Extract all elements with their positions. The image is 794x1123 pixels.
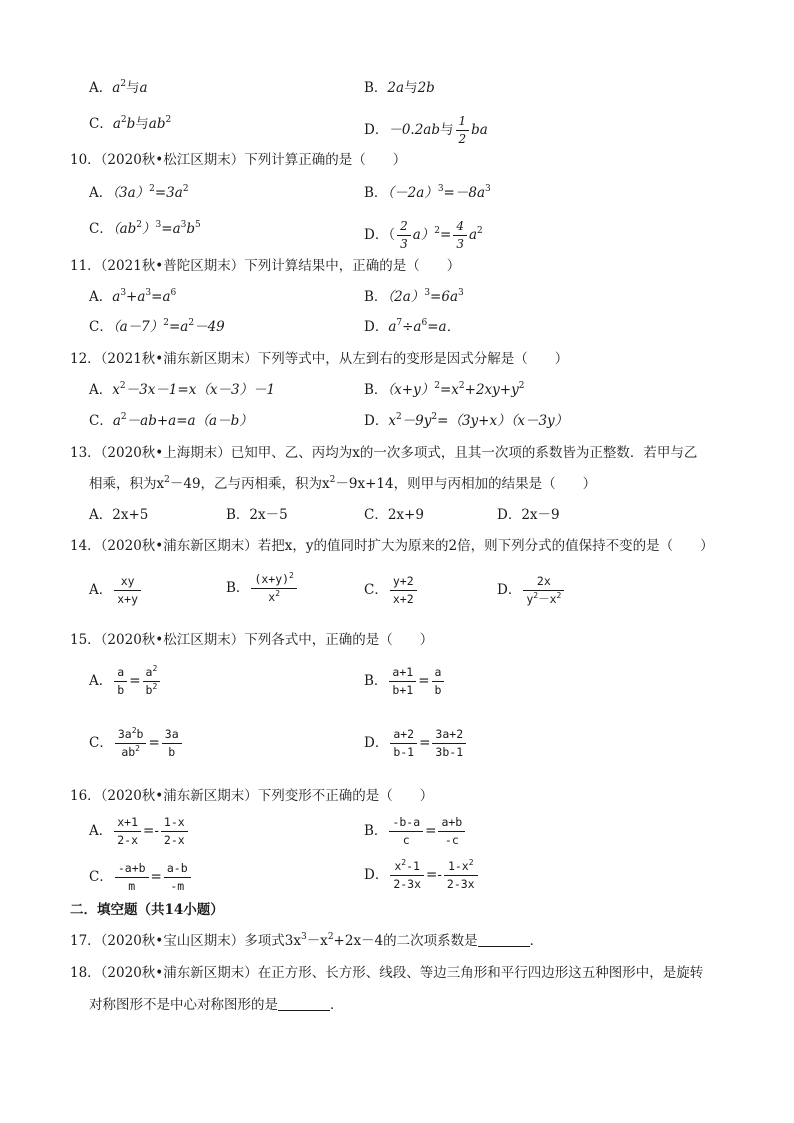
fraction: $\frac{a-b}{-m}$ [164,861,191,894]
q14-option-c: C． $\frac{y+2}{x+2}$ [364,574,419,607]
q16-option-d: D． $\frac{x^2-1}{2-3x}$ =- $\frac{1-x^2}{2-3x}$ [364,859,480,892]
fraction: $\frac{a+b}{-c}$ [438,815,465,848]
answer-blank[interactable] [278,996,330,1011]
q14-option-d: D． $\frac{2x}{y^2-x^2}$ [497,574,566,607]
fraction: $\frac{1-x}{2-x}$ [161,815,188,848]
q10-option-c: C．$(ab^2)^3=a^3b^5$ [89,220,201,237]
fraction: $\frac{a}{b}$ [432,665,445,698]
fraction: $\frac{y+2}{x+2}$ [390,574,417,607]
q16-option-c: C． $\frac{-a+b}{m}$ = $\frac{a-b}{-m}$ [89,861,193,894]
fraction: $\frac{x^2-1}{2-3x}$ [390,859,424,892]
q11-option-d: D．$a^7\div a^6=a$． [364,318,461,335]
fraction: $\frac{-a+b}{m}$ [115,861,149,894]
q13-stem-line1: 13．（2020秋•上海期末）已知甲、乙、丙均为x的一次多项式，且其一次项的系数皆为正整数．若甲与乙 [70,445,698,461]
q16-stem: 16．（2020秋•浦东新区期末）下列变形不正确的是（ ） [70,788,434,804]
q12-option-a: A．$x^2-3x-1=x(x-3)-1$ [89,381,276,398]
q13-option-b: B．2x－5 [226,507,288,523]
q18-stem-line1: 18．（2020秋•浦东新区期末）在正方形、长方形、线段、等边三角形和平行四边形这五种图形中，是旋转 [70,965,704,981]
fraction: $\frac{x+1}{2-x}$ [114,815,141,848]
q9-option-c: C．$a^2b$与$ab^2$ [89,115,172,132]
q11-option-a: A．$a^3+a^3=a^6$ [89,288,177,305]
q10-option-d: D．（ $\frac{2}{3}$ a）$^2$= $\frac{4}{3}$ $a^2$ [364,219,483,251]
answer-blank[interactable] [478,932,530,947]
fraction: $\frac{-b-a}{c}$ [389,815,423,848]
q9-option-b: B．2a与2b [364,80,435,96]
q15-stem: 15．（2020秋•松江区期末）下列各式中，正确的是（ ） [70,632,434,648]
q15-option-a: A． $\frac{a}{b}$ = $\frac{a^2}{b^2}$ [89,665,162,698]
q14-option-a: A． $\frac{xy}{x+y}$ [89,574,143,607]
q12-option-c: C．$a^2-ab+a=a(a-b)$ [89,412,253,429]
fraction: $\frac{a}{b}$ [114,665,127,698]
q14-option-b: B． $\frac{(x+y)^2}{x^2}$ [226,572,299,605]
q11-stem: 11．（2021秋•普陀区期末）下列计算结果中，正确的是（ ） [70,258,461,274]
q9-option-d: D．－0.2ab与 $\frac{1}{2}$ ba [364,114,488,146]
q10-stem: 10．（2020秋•松江区期末）下列计算正确的是（ ） [70,152,407,168]
fraction: $\frac{1-x^2}{2-3x}$ [444,859,478,892]
q17-stem: 17．（2020秋•宝山区期末）多项式$3x^3-x^2+2x-4$的二次项系数是 ． [70,932,544,949]
fraction: $\frac{3a}{b}$ [162,727,182,760]
q15-option-d: D． $\frac{a+2}{b-1}$ = $\frac{3a+2}{3b-1}$ [364,727,468,760]
fraction: $\frac{xy}{x+y}$ [114,574,141,607]
q13-option-a: A．2x+5 [89,507,149,523]
q9-option-a: A．$a^2$与a [89,79,148,96]
q16-option-a: A． $\frac{x+1}{2-x}$ =- $\frac{1-x}{2-x}$ [89,815,190,848]
q15-option-b: B． $\frac{a+1}{b+1}$ = $\frac{a}{b}$ [364,665,446,698]
fraction: $\frac{4}{3}$ [453,219,467,252]
q13-option-c: C．2x+9 [364,507,424,523]
q16-option-b: B． $\frac{-b-a}{c}$ = $\frac{a+b}{-c}$ [364,815,467,848]
fraction: $\frac{(x+y)^2}{x^2}$ [251,572,296,605]
fraction: $\frac{a^2}{b^2}$ [143,665,161,698]
q15-option-c: C． $\frac{3a^2b}{ab^2}$ = $\frac{3a}{b}$ [89,727,184,760]
q10-option-b: B．$(-2a)^3=-8a^3$ [364,184,491,201]
fraction: $\frac{2}{3}$ [397,219,411,252]
q11-option-b: B．$(2a)^3=6a^3$ [364,288,464,305]
fraction: $\frac{a+2}{b-1}$ [390,727,417,760]
section-heading-fill-in: 二．填空题（共14小题） [70,902,224,918]
fraction: $\frac{2x}{y^2-x^2}$ [523,574,564,607]
q14-stem: 14．（2020秋•浦东新区期末）若把x，y的值同时扩大为原来的2倍，则下列分式的值保持不变的是（ ） [70,538,714,554]
fraction: $\frac{a+1}{b+1}$ [389,665,416,698]
fraction: $\frac{3a+2}{3b-1}$ [432,727,466,760]
q13-stem-line2: 相乘，积为$x^2-49$，乙与丙相乘，积为$x^2-9x+14$，则甲与丙相加的结果是（ ） [89,475,597,492]
q12-option-b: B．$(x+y)^2=x^2+2xy+y^2$ [364,381,525,398]
q12-stem: 12．（2021秋•浦东新区期末）下列等式中，从左到右的变形是因式分解是（ ） [70,351,569,367]
q13-option-d: D．2x－9 [497,507,560,523]
fraction: $\frac{1}{2}$ [456,114,470,147]
q11-option-c: C．$(a-7)^2=a^2-49$ [89,318,225,335]
q12-option-d: D．$x^2-9y^2=(3y+x)(x-3y)$ [364,412,569,429]
q10-option-a: A．$(3a)^2=3a^2$ [89,184,189,201]
q18-stem-line2: 对称图形不是中心对称图形的是 ． [89,997,344,1013]
fraction: $\frac{3a^2b}{ab^2}$ [115,727,147,760]
